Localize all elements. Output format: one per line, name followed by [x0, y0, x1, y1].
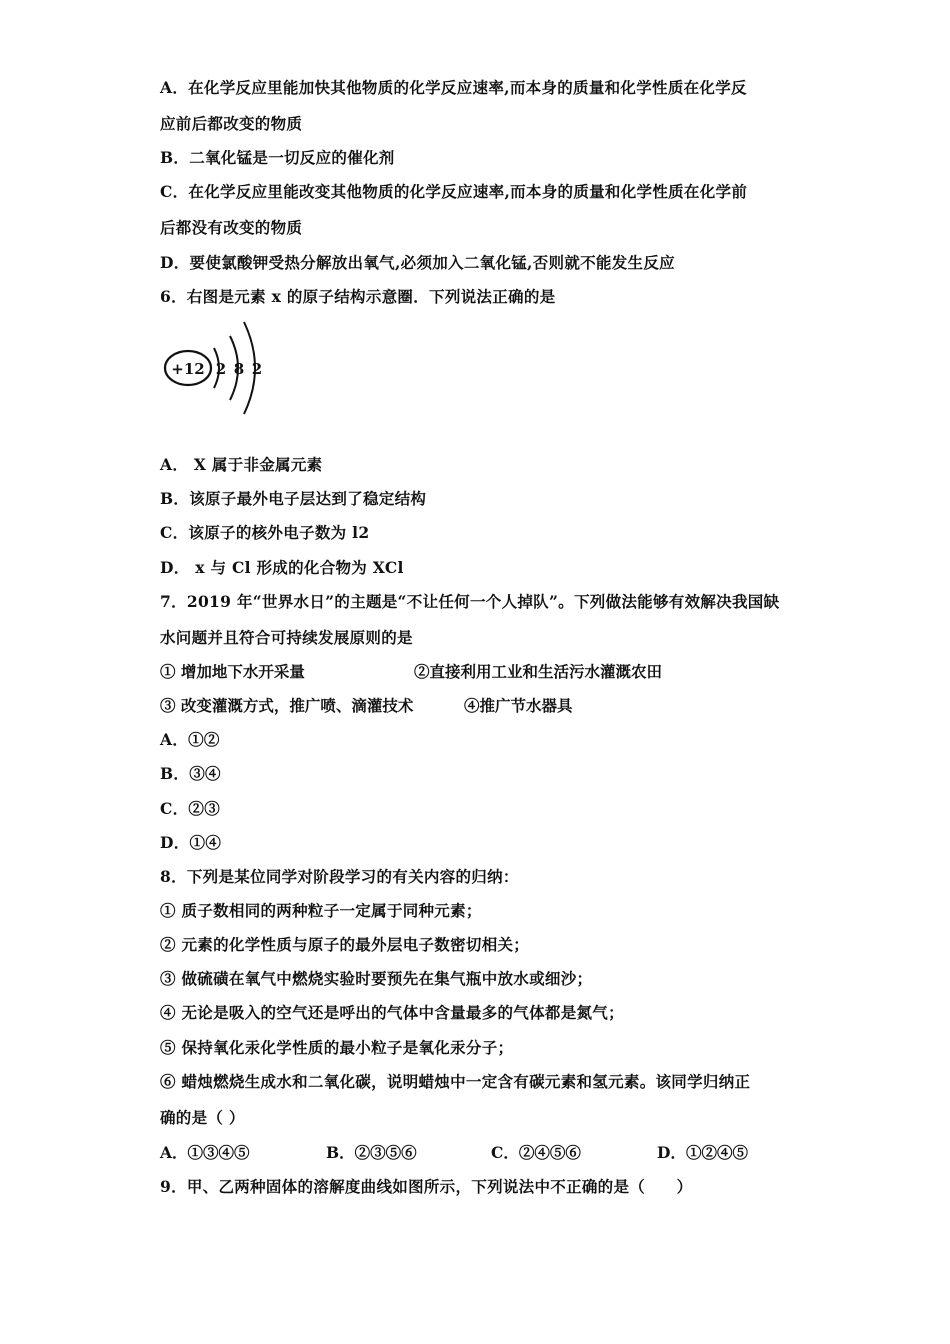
q8-statement-4: ④ 无论是吸入的空气还是呼出的气体中含量最多的气体都是氮气； [160, 1003, 624, 1022]
q8-stem: 8．下列是某位同学对阶段学习的有关内容的归纳： [160, 867, 519, 886]
q5-option-d: D．要使氯酸钾受热分解放出氧气,必须加入二氧化锰,否则就不能发生反应 [160, 253, 675, 272]
q6-option-d: D． x 与 Cl 形成的化合物为 XCl [160, 558, 404, 577]
q8-statement-6-cont: 确的是（ ） [160, 1108, 245, 1127]
q8-option-b: B．②③⑤⑥ [326, 1143, 417, 1162]
shell-3-electrons: 2 [251, 360, 263, 378]
q5-option-a-line1: A．在化学反应里能加快其他物质的化学反应速率,而本身的质量和化学性质在化学反 [160, 78, 747, 97]
q8-statement-5: ⑤ 保持氧化汞化学性质的最小粒子是氧化汞分子； [160, 1038, 514, 1057]
q7-stem-line2: 水问题并且符合可持续发展原则的是 [160, 628, 413, 647]
q6-option-a: A． X 属于非金属元素 [160, 455, 323, 474]
q5-option-b: B．二氧化锰是一切反应的催化剂 [160, 148, 395, 167]
q7-option-a: A．①② [160, 730, 220, 749]
q6-stem: 6．右图是元素 x 的原子结构示意圈．下列说法正确的是 [160, 287, 556, 306]
q5-option-a-line2: 应前后都改变的物质 [160, 114, 303, 133]
q8-statement-6: ⑥ 蜡烛燃烧生成水和二氧化碳，说明蜡烛中一定含有碳元素和氢元素。该同学归纳正 [160, 1072, 751, 1091]
shell-2-electrons: 8 [233, 360, 245, 378]
q7-item-4: ④推广节水器具 [464, 696, 573, 715]
q8-option-c: C．②④⑤⑥ [491, 1143, 581, 1162]
q7-item-2: ②直接利用工业和生活污水灌溉农田 [414, 662, 663, 681]
atom-structure-diagram [160, 316, 280, 420]
nucleus-charge: +12 [171, 360, 205, 378]
q8-statement-2: ② 元素的化学性质与原子的最外层电子数密切相关； [160, 935, 530, 954]
q7-stem-line1: 7．2019 年“世界水日”的主题是“不让任何一个人掉队”。下列做法能够有效解决我国缺 [160, 592, 780, 611]
q5-option-c-line2: 后都没有改变的物质 [160, 218, 303, 237]
q7-item-1: ① 增加地下水开采量 [160, 662, 305, 681]
q6-option-b: B．该原子最外电子层达到了稳定结构 [160, 489, 427, 508]
q8-statement-1: ① 质子数相同的两种粒子一定属于同种元素； [160, 901, 482, 920]
q7-option-d: D．①④ [160, 833, 222, 852]
q8-option-a: A．①③④⑤ [160, 1143, 250, 1162]
q7-item-3: ③ 改变灌溉方式，推广喷、滴灌技术 [160, 696, 414, 715]
q5-option-c-line1: C．在化学反应里能改变其他物质的化学反应速率,而本身的质量和化学性质在化学前 [160, 182, 748, 201]
shell-1-electrons: 2 [215, 360, 227, 378]
q7-option-c: C．②③ [160, 799, 221, 818]
q7-option-b: B．③④ [160, 764, 221, 783]
q8-statement-3: ③ 做硫磺在氧气中燃烧实验时要预先在集气瓶中放水或细沙； [160, 969, 593, 988]
q8-option-d: D．①②④⑤ [657, 1143, 748, 1162]
q9-stem: 9．甲、乙两种固体的溶解度曲线如图所示，下列说法中不正确的是（ ） [160, 1177, 693, 1196]
q6-option-c: C．该原子的核外电子数为 l2 [160, 523, 370, 542]
